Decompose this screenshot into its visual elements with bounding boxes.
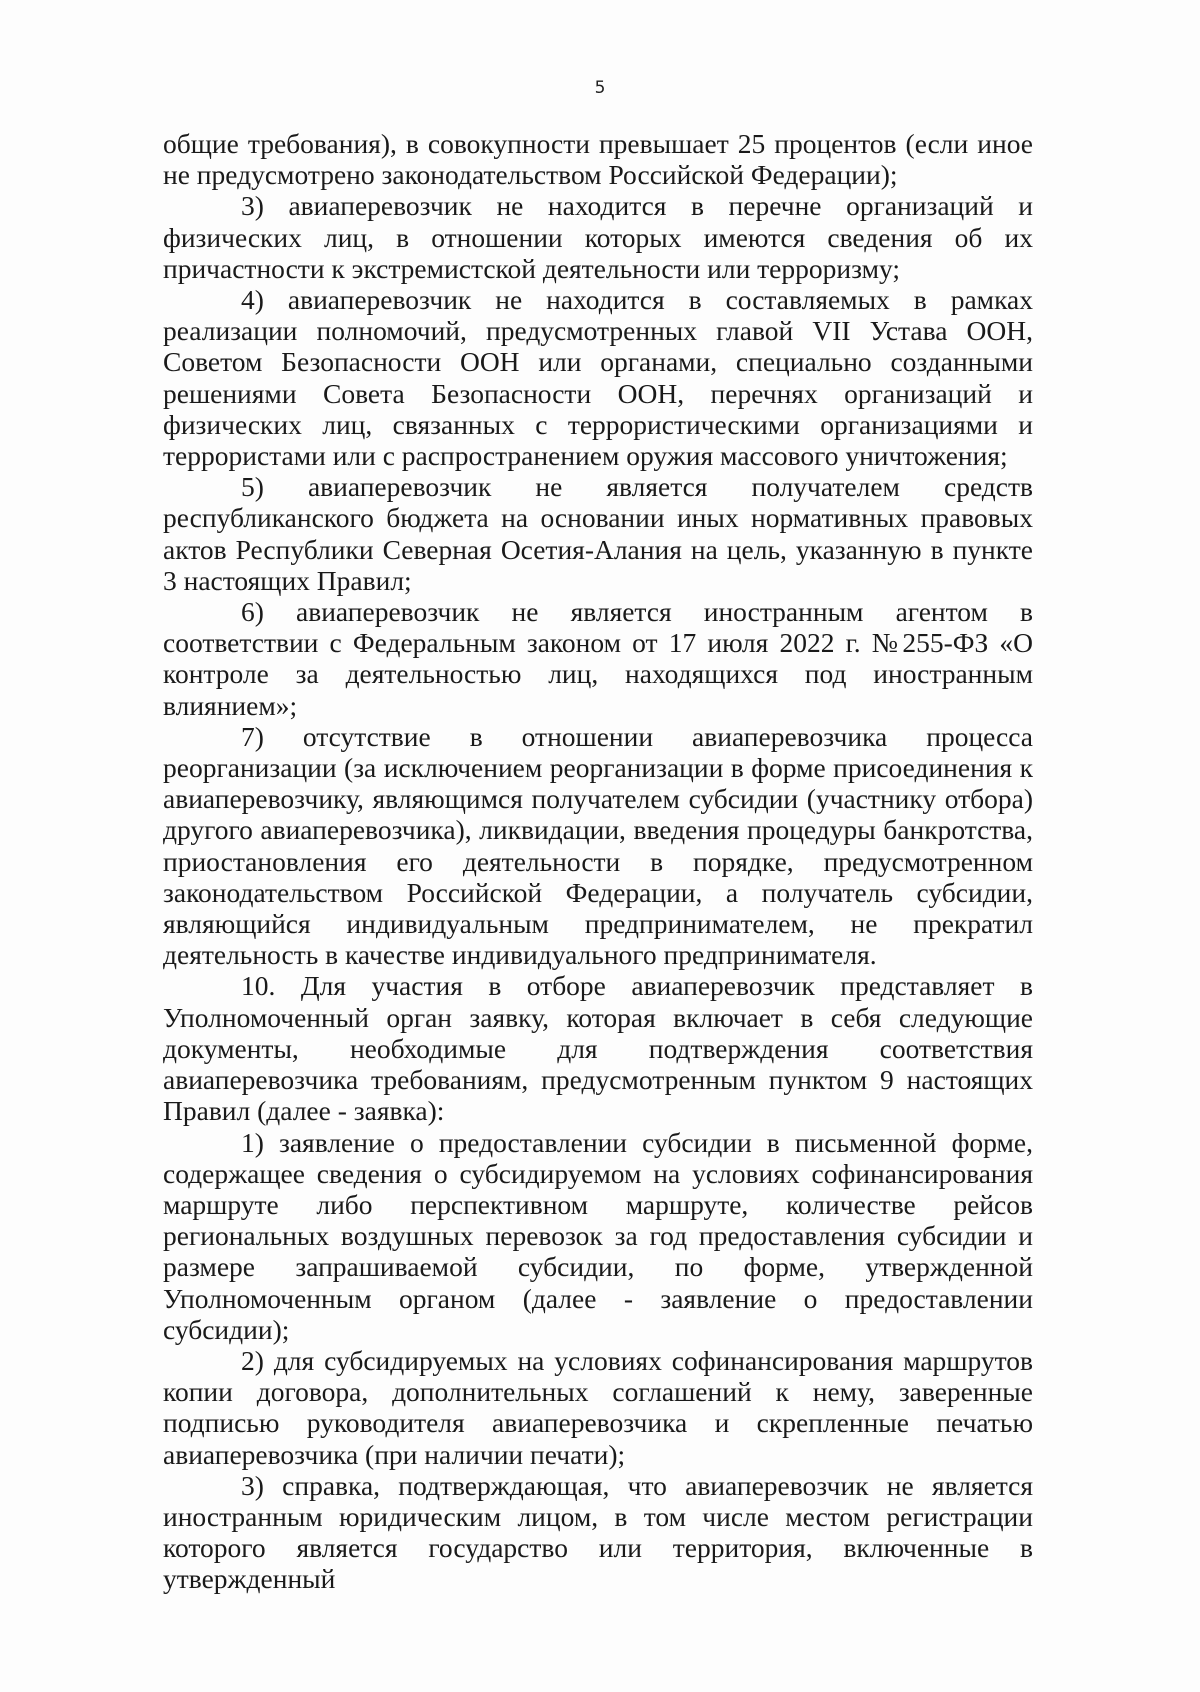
paragraph-continuation: общие требования), в совокупности превышает 25 процентов (если иное не предусмотрено законодательством Российской Федерации); <box>163 128 1033 191</box>
paragraph-subitem-2: 2) для субсидируемых на условиях софинансирования маршрутов копии договора, дополнительных соглашений к нему, заверенные подписью руководителя авиаперевозчика и скрепленные печатью авиаперевозчика (при наличии печати); <box>163 1344 1033 1470</box>
paragraph-item-5: 5) авиаперевозчик не является получателем средств республиканского бюджета на основании иных нормативных правовых актов Республики Северная Осетия-Алания на цель, указанную в пункте 3 настоящих Правил; <box>163 471 1033 596</box>
paragraph-item-6: 6) авиаперевозчик не является иностранным агентом в соответствии с Федеральным законом от 17 июля 2022 г. №255-ФЗ «О контроле за деятельностью лиц, находящихся под иностранным влиянием»; <box>163 596 1033 721</box>
paragraph-item-4: 4) авиаперевозчик не находится в составляемых в рамках реализации полномочий, предусмотренных главой VII Устава ООН, Советом Безопасности ООН или органами, специально созданными решениями Совета Безопасности ООН, перечнях организаций и физических лиц, связанных с террористическими организациями и террористами или с распространением оружия массового уничтожения; <box>163 284 1033 472</box>
paragraph-subitem-3: 3) справка, подтверждающая, что авиаперевозчик не является иностранным юридическим лицом, в том числе местом регистрации которого является государство или территория, включенные в утвержденный <box>163 1469 1033 1595</box>
document-body <box>163 128 1033 1595</box>
paragraph-item-7: 7) отсутствие в отношении авиаперевозчика процесса реорганизации (за исключением реорганизации в форме присоединения к авиаперевозчику, являющимся получателем субсидии (участнику отбора) другого авиаперевозчика), ликвидации, введения процедуры банкротства, приостановления его деятельности в порядке, предусмотренном законодательством Российской Федерации, а получатель субсидии, являющийся индивидуальным предпринимателем, не прекратил деятельность в качестве индивидуального предпринимателя. <box>163 720 1033 971</box>
paragraph-subitem-1: 1) заявление о предоставлении субсидии в письменной форме, содержащее сведения о субсидируемом на условиях софинансирования маршруте либо перспективном маршруте, количестве рейсов региональных воздушных перевозок за год предоставления субсидии и размере запрашиваемой субсидии, по форме, утвержденной Уполномоченным органом (далее - заявление о предоставлении субсидии); <box>163 1126 1033 1345</box>
page-number: 5 <box>594 78 606 98</box>
paragraph-clause-10: 10. Для участия в отборе авиаперевозчик представляет в Уполномоченный орган заявку, которая включает в себя следующие документы, необходимые для подтверждения соответствия авиаперевозчика требованиям, предусмотренным пунктом 9 настоящих Правил (далее - заявка): <box>163 970 1033 1127</box>
paragraph-item-3: 3) авиаперевозчик не находится в перечне организаций и физических лиц, в отношении которых имеются сведения об их причастности к экстремистской деятельности или терроризму; <box>163 190 1033 284</box>
